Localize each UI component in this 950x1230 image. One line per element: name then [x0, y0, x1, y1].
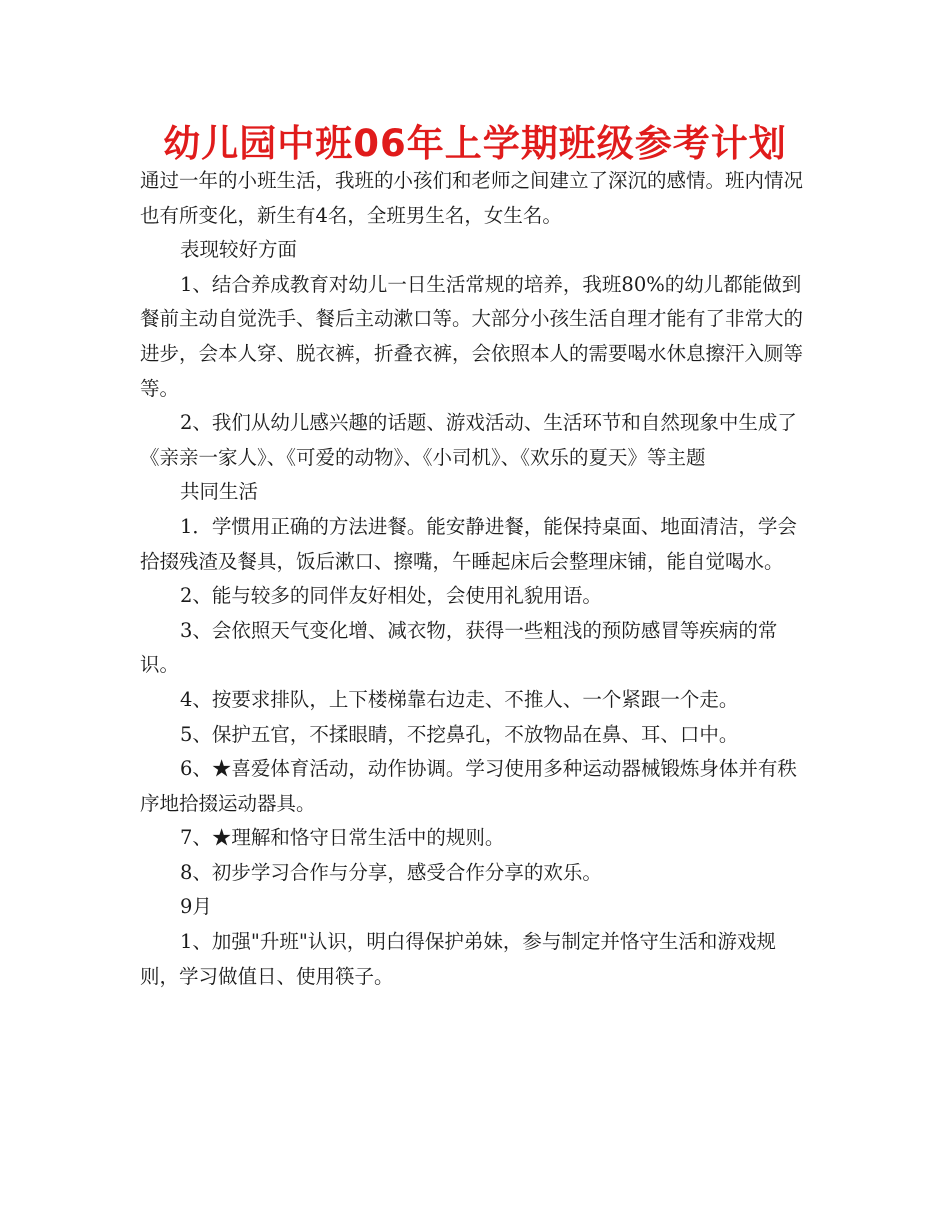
paragraph: 8、初步学习合作与分享，感受合作分享的欢乐。	[180, 860, 602, 884]
paragraph: 1、结合养成教育对幼儿一日生活常规的培养，我班80%的幼儿都能做到餐前主动自觉洗手、餐后主动漱口等。大部分小孩生活自理才能有了非常大的进步，会本人穿、脱衣裤，折叠衣裤，会依照本人的需要喝水休息擦汗入厕等等。	[140, 272, 804, 400]
paragraph: 共同生活	[180, 480, 259, 504]
paragraph: 2、我们从幼儿感兴趣的话题、游戏活动、生活环节和自然现象中生成了《亲亲一家人》、《可爱的动物》、《小司机》、《欢乐的夏天》等主题	[140, 411, 797, 469]
paragraph: 9月	[180, 895, 212, 919]
document-title: 幼儿园中班06年上学期班级参考计划	[163, 122, 787, 165]
paragraph: 5、保护五官，不揉眼睛，不挖鼻孔，不放物品在鼻、耳、口中。	[180, 722, 739, 746]
paragraph: 7、★理解和恪守日常生活中的规则。	[180, 826, 505, 850]
paragraph: 4、按要求排队，上下楼梯靠右边走、不推人、一个紧跟一个走。	[180, 687, 739, 711]
paragraph: 通过一年的小班生活，我班的小孩们和老师之间建立了深沉的感情。班内情况也有所变化，新生有4名，全班男生名，女生名。	[140, 169, 804, 227]
paragraph: 3、会依照天气变化增、减衣物，获得一些粗浅的预防感冒等疾病的常识。	[140, 618, 778, 677]
paragraph: 2、能与较多的同伴友好相处，会使用礼貌用语。	[180, 584, 602, 608]
paragraph: 1．学惯用正确的方法进餐。能安静进餐，能保持桌面、地面清洁，学会拾掇残渣及餐具，饭后漱口、擦嘴，午睡起床后会整理床铺，能自觉喝水。	[140, 514, 797, 573]
paragraph: 6、★喜爱体育活动，动作协调。学习使用多种运动器械锻炼身体并有秩序地拾掇运动器具。	[140, 757, 797, 815]
paragraph: 1、加强"升班"认识，明白得保护弟妹，参与制定并恪守生活和游戏规则，学习做值日、使用筷子。	[140, 930, 776, 988]
document-body	[140, 164, 812, 994]
paragraph: 表现较好方面	[180, 238, 298, 262]
